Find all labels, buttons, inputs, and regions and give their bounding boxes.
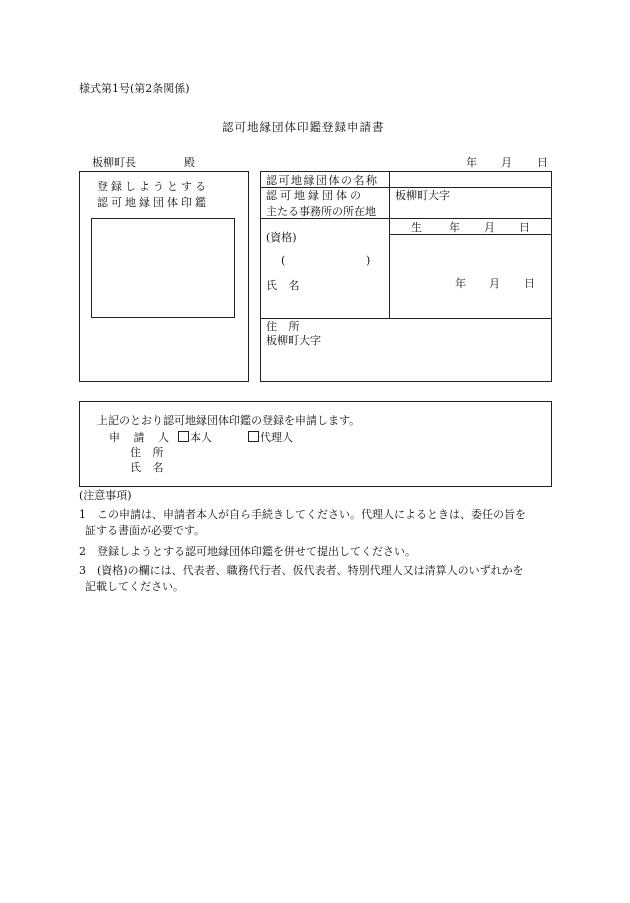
qualification-paren-close: ) bbox=[366, 254, 371, 267]
office-label-line1: 認可地縁団体の bbox=[266, 189, 364, 202]
applicant-name-label: 氏 名 bbox=[130, 461, 164, 474]
note-1-text-cont: 証する書面が必要です。 bbox=[85, 524, 206, 537]
date2-day-label: 日 bbox=[524, 277, 535, 290]
seal-label-line1: 登録しようとする bbox=[97, 180, 209, 193]
checkbox-self[interactable] bbox=[178, 431, 212, 444]
date-year-label: 年 bbox=[466, 156, 477, 169]
birth-label: 生 bbox=[411, 221, 422, 234]
checkbox-self-label: 本人 bbox=[190, 431, 212, 444]
note-1-text: この申請は、申請者本人が自ら手続きしてください。代理人によるときは、委任の旨を bbox=[97, 508, 526, 521]
seal-label-line2: 認可地縁団体印鑑 bbox=[97, 196, 209, 209]
seal-impression-box[interactable] bbox=[91, 218, 235, 318]
birth-day-label: 日 bbox=[519, 221, 530, 234]
info-table-rule bbox=[260, 318, 552, 319]
address-field[interactable]: 板柳町大字 bbox=[266, 334, 321, 347]
organization-name-label: 認可地縁団体の名称 bbox=[266, 174, 379, 187]
checkbox-self-box[interactable] bbox=[178, 431, 189, 442]
note-2-number: 2 bbox=[79, 545, 86, 558]
checkbox-agent[interactable] bbox=[248, 431, 293, 444]
form-number: 様式第1号(第2条関係) bbox=[79, 82, 190, 95]
date-day-label: 日 bbox=[537, 156, 548, 169]
note-2-text: 登録しようとする認可地縁団体印鑑を併せて提出してください。 bbox=[97, 545, 416, 558]
honorific: 殿 bbox=[184, 156, 195, 169]
note-3-text: (資格)の欄には、代表者、職務代行者、仮代表者、特別代理人又は清算人のいずれかを bbox=[97, 564, 524, 577]
info-table-rule bbox=[389, 218, 552, 219]
date2-year-label: 年 bbox=[455, 277, 466, 290]
qualification-label: (資格) bbox=[266, 231, 297, 244]
notes-heading: (注意事項) bbox=[79, 489, 132, 502]
checkbox-agent-box[interactable] bbox=[248, 431, 259, 442]
person-name-label: 氏 名 bbox=[266, 279, 300, 292]
note-3-number: 3 bbox=[79, 564, 86, 577]
date2-month-label: 月 bbox=[489, 277, 500, 290]
application-statement: 上記のとおり認可地縁団体印鑑の登録を申請します。 bbox=[97, 414, 361, 427]
office-address-field[interactable]: 板柳町大字 bbox=[395, 189, 450, 202]
addressee: 板柳町長 bbox=[92, 156, 136, 169]
info-table bbox=[260, 171, 552, 382]
date-month-label: 月 bbox=[501, 156, 512, 169]
office-label-line2: 主たる事務所の所在地 bbox=[266, 205, 376, 218]
applicant-address-label: 住 所 bbox=[130, 446, 164, 459]
note-3-text-cont: 記載してください。 bbox=[85, 580, 184, 593]
applicant-label: 申 請 人 bbox=[109, 431, 169, 444]
address-label: 住 所 bbox=[266, 320, 300, 333]
birth-year-label: 年 bbox=[449, 221, 460, 234]
note-1-number: 1 bbox=[79, 508, 86, 521]
info-table-divider bbox=[389, 171, 390, 318]
page-title: 認可地縁団体印鑑登録申請書 bbox=[222, 120, 385, 134]
qualification-paren-open: ( bbox=[281, 254, 286, 267]
checkbox-agent-label: 代理人 bbox=[260, 431, 293, 444]
birth-month-label: 月 bbox=[484, 221, 495, 234]
